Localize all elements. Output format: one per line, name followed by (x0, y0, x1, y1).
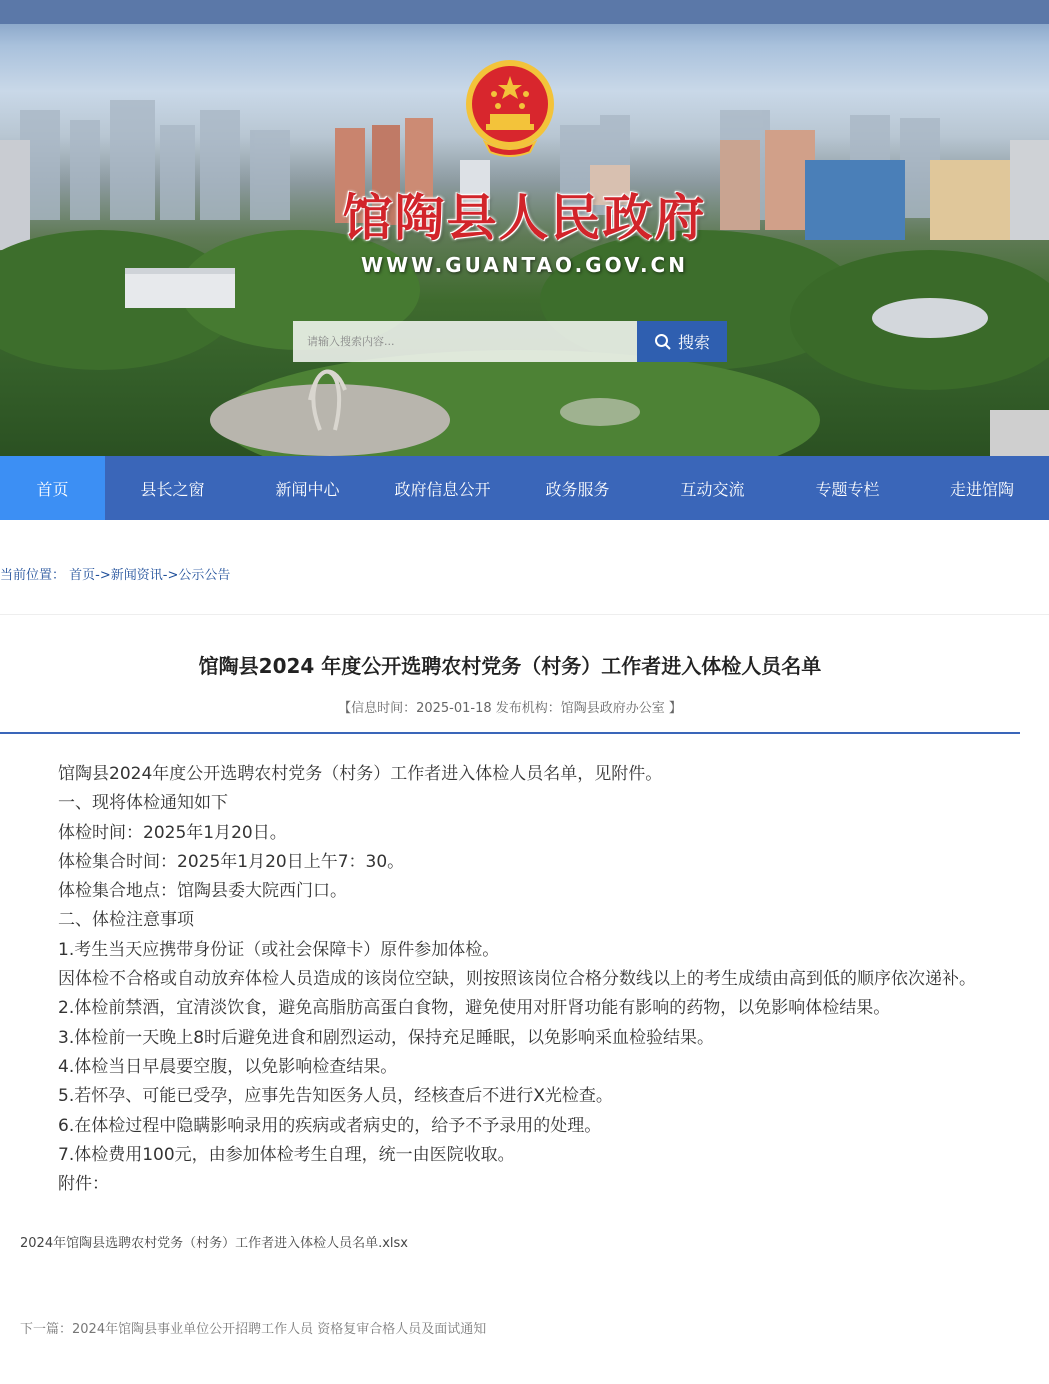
site-title: 馆陶县人民政府 (342, 189, 707, 247)
article-paragraph: 6.在体检过程中隐瞒影响录用的疾病或者病史的，给予不予录用的处理。 (58, 1115, 602, 1136)
article-paragraph: 7.体检费用100元，由参加体检考生自理，统一由医院收取。 (58, 1144, 515, 1165)
search-bar (293, 321, 727, 362)
search-button-label: 搜索 (677, 333, 710, 352)
article-title: 馆陶县2024 年度公开选聘农村党务（村务）工作者进入体检人员名单 (198, 654, 822, 678)
site-url: WWW.GUANTAO.GOV.CN (361, 253, 688, 277)
search-icon (654, 333, 672, 351)
nav-item-gov-service[interactable]: 政务服务 (545, 479, 610, 499)
next-article-link[interactable]: 下一篇：2024年馆陶县事业单位公开招聘工作人员 资格复审合格人员及面试通知 (20, 1322, 487, 1337)
main-nav (0, 456, 1049, 520)
nav-item-county-mayor[interactable]: 县长之窗 (140, 479, 205, 499)
article-paragraph: 因体检不合格或自动放弃体检人员造成的该岗位空缺，则按照该岗位合格分数线以上的考生成绩由高到低的顺序依次递补。 (58, 969, 976, 990)
article-paragraph: 附件： (58, 1174, 109, 1195)
article-paragraph: 体检集合地点：馆陶县委大院西门口。 (58, 881, 347, 902)
nav-item-interaction[interactable]: 互动交流 (680, 479, 745, 499)
attachment-link[interactable]: 2024年馆陶县选聘农村党务（村务）工作者进入体检人员名单.xlsx (20, 1236, 408, 1251)
article-paragraph: 体检时间：2025年1月20日。 (58, 822, 287, 843)
article-paragraph: 4.体检当日早晨要空腹，以免影响检查结果。 (58, 1056, 398, 1077)
article-paragraph: 二、体检注意事项 (58, 910, 194, 931)
breadcrumb-news[interactable]: 新闻资讯 (110, 568, 163, 583)
breadcrumb-separator: -> (162, 568, 179, 583)
search-input[interactable] (293, 321, 637, 362)
article-paragraph: 馆陶县2024年度公开选聘农村党务（村务）工作者进入体检人员名单，见附件。 (58, 764, 663, 784)
breadcrumb-current[interactable]: 公示公告 (178, 568, 231, 583)
breadcrumb (0, 564, 230, 583)
article-paragraph: 一、现将体检通知如下 (58, 793, 228, 814)
breadcrumb-separator: -> (95, 568, 111, 583)
nav-item-news[interactable]: 新闻中心 (275, 479, 340, 499)
breadcrumb-home[interactable]: 首页 (69, 568, 96, 583)
article-paragraph: 体检集合时间：2025年1月20日上午7：30。 (58, 851, 405, 872)
search-button[interactable] (637, 321, 727, 362)
article-paragraph: 5.若怀孕、可能已受孕，应事先告知医务人员，经核查后不进行X光检查。 (58, 1086, 613, 1107)
article-paragraph: 2.体检前禁酒，宜清淡饮食，避免高脂肪高蛋白食物，避免使用对肝肾功能有影响的药物，以免影响体检结果。 (58, 998, 891, 1019)
nav-item-gov-info[interactable]: 政府信息公开 (394, 479, 491, 499)
article-meta: 【信息时间：2025-01-18 发布机构：馆陶县政府办公室 】 (338, 701, 682, 716)
nav-item-about[interactable]: 走进馆陶 (949, 479, 1014, 499)
title-divider (0, 732, 1020, 734)
nav-item-special[interactable]: 专题专栏 (815, 479, 880, 499)
breadcrumb-prefix: 当前位置： (0, 568, 66, 583)
header-banner (0, 0, 1049, 456)
article-paragraph: 1.考生当天应携带身份证（或社会保障卡）原件参加体检。 (58, 939, 500, 960)
article-body (20, 760, 1010, 1199)
national-emblem-icon (460, 56, 560, 160)
nav-item-home[interactable]: 首页 (0, 456, 105, 520)
article-paragraph: 3.体检前一天晚上8时后避免进食和剧烈运动，保持充足睡眠，以免影响采血检验结果。 (58, 1027, 715, 1048)
